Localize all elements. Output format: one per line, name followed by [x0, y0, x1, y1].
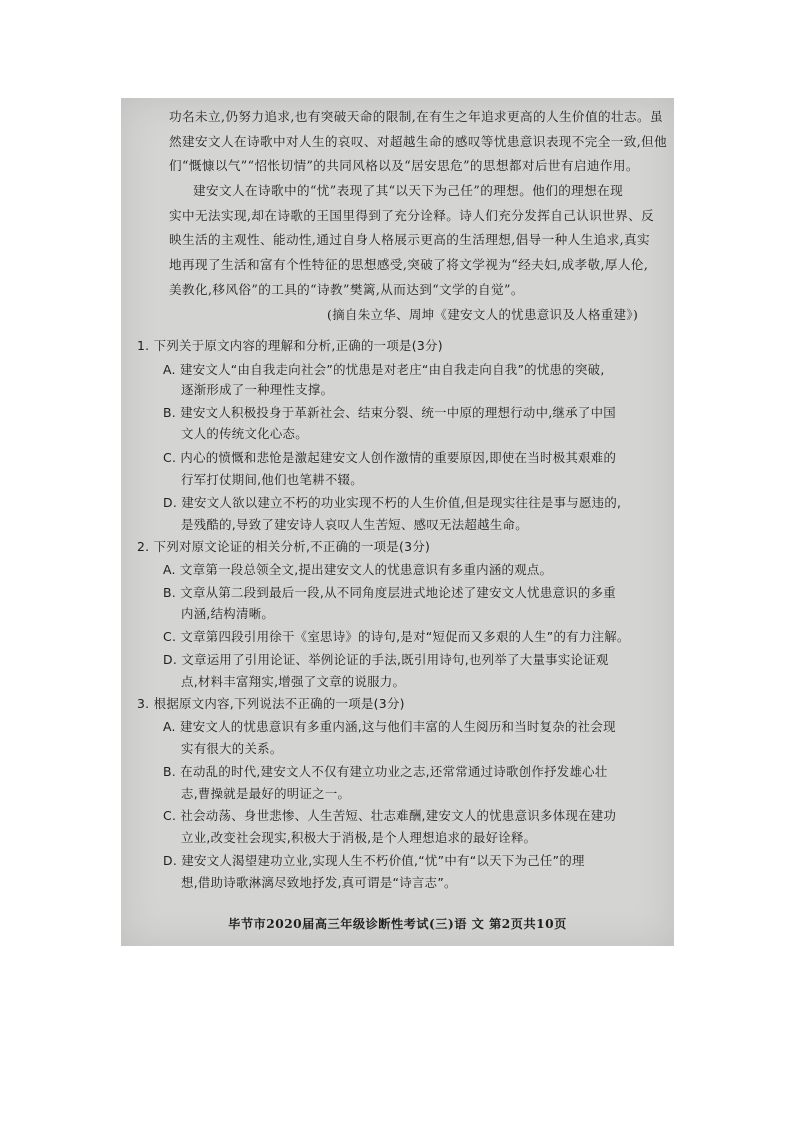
option-3d-cont: 想,借助诗歌淋漓尽致地抒发,真可谓是“诗言志”。: [181, 875, 457, 890]
option-3b: B. 在动乱的时代,建安文人不仅有建立功业之志,还常常通过诗歌创作抒发雄心壮: [163, 764, 608, 779]
exam-page-photo: [121, 98, 674, 946]
option-1d: D. 建安文人欲以建立不朽的功业实现不朽的人生价值,但是现实往往是事与愿违的,: [163, 495, 622, 510]
option-3a-cont: 实有很大的关系。: [181, 741, 283, 756]
option-1c-cont: 行军打仗期间,他们也笔耕不辍。: [181, 472, 363, 487]
option-2c: C. 文章第四段引用徐干《室思诗》的诗句,是对“短促而又多艰的人生”的有力注解。: [163, 629, 630, 644]
option-1b-cont: 文人的传统文化心态。: [181, 426, 308, 441]
page-footer: 毕节市2020届高三年级诊断性考试(三)语 文 第2页共10页: [228, 917, 567, 931]
passage-line: 建安文人在诗歌中的“忧”表现了其“以天下为己任”的理想。他们的理想在现: [193, 183, 624, 198]
option-1a-cont: 逐渐形成了一种理性支撑。: [181, 382, 334, 397]
option-3c: C. 社会动荡、身世悲惨、人生苦短、壮志难酬,建安文人的忧患意识多体现在建功: [163, 808, 617, 823]
question-stem-3: 3. 根据原文内容,下列说法不正确的一项是(3分): [137, 696, 405, 711]
option-1a: A. 建安文人“由自我走向社会”的忧患是对老庄“由自我走向自我”的忧患的突破,: [163, 362, 605, 377]
passage-line: 美教化,移风俗”的工具的“诗教”樊篱,从而达到“文学的自觉”。: [169, 282, 524, 297]
option-3a: A. 建安文人的忧患意识有多重内涵,这与他们丰富的人生阅历和当时复杂的社会现: [163, 719, 616, 734]
question-stem-1: 1. 下列关于原文内容的理解和分析,正确的一项是(3分): [137, 338, 443, 353]
option-2b-cont: 内涵,结构清晰。: [181, 606, 275, 621]
option-2a: A. 文章第一段总领全文,提出建安文人的忧患意识有多重内涵的观点。: [163, 562, 553, 577]
passage-line: 们“慨慷以气”“怊怅切情”的共同风格以及“居安思危”的思想都对后世有启迪作用。: [169, 158, 639, 173]
option-3b-cont: 志,曹操就是最好的明证之一。: [181, 786, 351, 801]
passage-line: 实中无法实现,却在诗歌的王国里得到了充分诠释。诗人们充分发挥自己认识世界、反: [169, 208, 655, 223]
option-1b: B. 建安文人积极投身于革新社会、结束分裂、统一中原的理想行动中,继承了中国: [163, 405, 616, 420]
option-2d-cont: 点,材料丰富翔实,增强了文章的说服力。: [181, 674, 406, 689]
option-1d-cont: 是残酷的,导致了建安诗人哀叹人生苦短、感叹无法超越生命。: [181, 517, 528, 532]
option-2d: D. 文章运用了引用论证、举例论证的手法,既引用诗句,也列举了大量事实论证观: [163, 652, 609, 667]
option-3c-cont: 立业,改变社会现实,积极大于消极,是个人理想追求的最好诠释。: [181, 830, 537, 845]
passage-line: 然建安文人在诗歌中对人生的哀叹、对超越生命的感叹等忧患意识表现不完全一致,但他: [169, 134, 668, 149]
question-stem-2: 2. 下列对原文论证的相关分析,不正确的一项是(3分): [137, 539, 431, 554]
passage-line: 功名未立,仍努力追求,也有突破天命的限制,在有生之年追求更高的人生价值的壮志。虽: [169, 109, 663, 124]
passage-source: (摘自朱立华、周坤《建安文人的忧患意识及人格重建》): [327, 307, 639, 322]
passage-line: 地再现了生活和富有个性特征的思想感受,突破了将文学视为“经夫妇,成孝敬,厚人伦,: [169, 257, 649, 272]
option-1c: C. 内心的愤慨和悲怆是激起建安文人创作激情的重要原因,即使在当时极其艰难的: [163, 450, 617, 465]
option-3d: D. 建安文人渴望建功立业,实现人生不朽价值,“忧”中有“以天下为己任”的理: [163, 853, 585, 868]
passage-line: 映生活的主观性、能动性,通过自身人格展示更高的生活理想,倡导一种人生追求,真实: [169, 232, 650, 247]
option-2b: B. 文章从第二段到最后一段,从不同角度层进式地论述了建安文人忧患意识的多重: [163, 585, 616, 600]
